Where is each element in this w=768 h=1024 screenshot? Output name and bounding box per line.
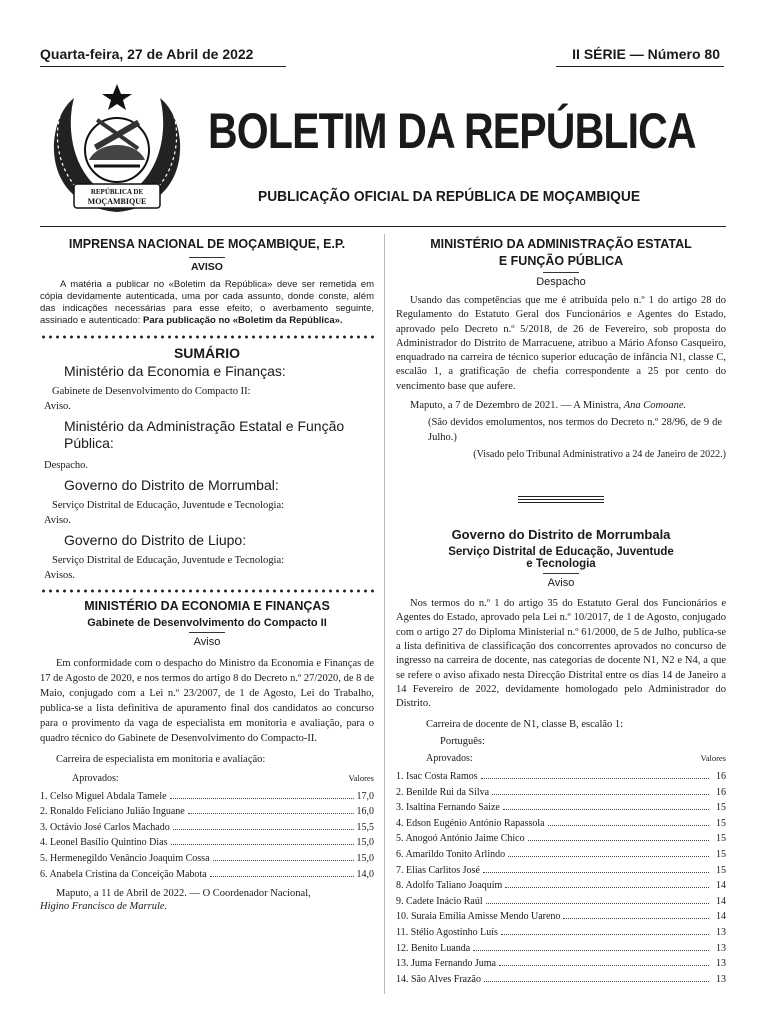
despacho-sign: Maputo, a 7 de Dezembro de 2021. — A Ministra, Ana Comoane. xyxy=(410,400,687,412)
sumario-heading: SUMÁRIO xyxy=(173,345,241,361)
ministry-heading-1: MINISTÉRIO DA ADMINISTRAÇÃO ESTATAL xyxy=(430,237,692,251)
list-item: 6. Anabela Cristina da Conceição Mabota 14,0 xyxy=(40,868,374,880)
visado-note: (Visado pelo Tribunal Administrativo a 24 de Janeiro de 2022.) xyxy=(473,449,726,461)
left-column xyxy=(40,237,374,914)
ministry-heading-2: E FUNÇÃO PÚBLICA xyxy=(498,254,624,268)
mef-aviso: Aviso xyxy=(193,636,221,648)
list-item: 13. Juma Fernando Juma 13 xyxy=(396,958,726,970)
sumario-kind: Aviso. xyxy=(44,515,71,526)
list-item: 14. São Alves Frazão 13 xyxy=(396,973,726,985)
imprensa-heading: IMPRENSA NACIONAL DE MOÇAMBIQUE, E.P. xyxy=(68,237,346,251)
list-item: 1. Isac Costa Ramos 16 xyxy=(396,771,726,783)
mef-approved-list xyxy=(40,786,374,880)
list-item: 4. Edson Eugénio António Rapassola 15 xyxy=(396,817,726,829)
sumario-sub: Serviço Distrital de Educação, Juventude e Tecnologia: xyxy=(52,555,285,566)
gov-subheading-2: e Tecnologia xyxy=(526,558,596,571)
list-item: 5. Anogoó António Jaime Chico 15 xyxy=(396,833,726,845)
mef-heading: MINISTÉRIO DA ECONOMIA E FINANÇAS xyxy=(84,599,330,613)
list-item: 11. Stélio Agostinho Luís 13 xyxy=(396,926,726,938)
sumario-org: Governo do Distrito de Liupo: xyxy=(64,532,247,548)
header-rule-right xyxy=(556,66,724,67)
gov-aviso: Aviso xyxy=(547,577,575,590)
gov-subject: Português: xyxy=(440,736,485,748)
despacho-body: Usando das competências que me é atribuída pelo n.º 1 do artigo 28 do Regulamento do Estatuto Geral dos Funcionários e Agentes do Estado, aprovado pelo Decreto n.º 5/2018, de 26 de Fevereiro, sob proposta do Administrador do Distrito de Marracuene, atribuo a Mário Afonso Casqueiro, enquadrado na carreira de técnico superior educação de infância N1, classe C, escalão 1, a gratificação de chefia correspondente a 25 por cento do vencimento base que aufere. xyxy=(396,295,726,392)
list-item: 12. Benito Luanda 13 xyxy=(396,942,726,954)
list-item: 4. Leonel Basílio Quintino Dias 15,0 xyxy=(40,837,374,849)
emblem-text-1: REPÚBLICA DE xyxy=(90,188,144,196)
mef-closing: Maputo, a 11 de Abril de 2022. — O Coordenador Nacional, xyxy=(56,887,311,899)
sumario-org: Ministério da Economia e Finanças: xyxy=(64,363,286,379)
sumario-sub: Gabinete de Desenvolvimento do Compacto II: xyxy=(52,386,251,397)
right-column xyxy=(396,237,726,985)
series-number: II SÉRIE — Número 80 xyxy=(572,46,720,62)
sumario-org: Ministério da Administração Estatal e Função Pública: xyxy=(64,418,345,451)
dotted-divider xyxy=(40,335,374,339)
section-separator xyxy=(518,496,604,503)
sumario-kind: Despacho. xyxy=(44,460,89,471)
gov-heading: Governo do Distrito de Morrumbala xyxy=(451,527,671,543)
aviso-text: A matéria a publicar no «Boletim da República» deve ser remetida em cópia devidamente autenticada, uma por cada assunto, donde conste, além das indicações necessárias para esse efeito, o averbamento seguinte, assinado e autenticado: Para publicação no «Boletim da República». xyxy=(40,279,374,326)
sumario-list xyxy=(40,363,374,581)
header-rule-left xyxy=(40,66,286,67)
sumario-kind: Aviso. xyxy=(44,401,71,412)
dotted-divider xyxy=(40,589,374,593)
mef-subheading: Gabinete de Desenvolvimento do Compacto II xyxy=(87,617,327,629)
gov-list-header: Aprovados: Valores xyxy=(426,753,726,765)
sumario-org: Governo do Distrito de Morrumbal: xyxy=(64,477,279,493)
gov-approved-list xyxy=(396,766,726,984)
list-item: 6. Amarildo Tonito Arlindo 15 xyxy=(396,849,726,861)
mef-list-header: Aprovados: Valores xyxy=(72,773,374,784)
issue-date: Quarta-feira, 27 de Abril de 2022 xyxy=(40,46,254,62)
list-item: 2. Ronaldo Feliciano Julião Inguane 16,0 xyxy=(40,806,374,818)
masthead-subtitle: PUBLICAÇÃO OFICIAL DA REPÚBLICA DE MOÇAMBIQUE xyxy=(258,188,641,205)
list-item: 8. Adolfo Taliano Joaquim 14 xyxy=(396,880,726,892)
aviso-heading: AVISO xyxy=(191,261,223,273)
republic-emblem-icon xyxy=(44,80,190,220)
mef-career: Carreira de especialista em monitoria e avaliação: xyxy=(56,754,266,765)
sumario-sub: Serviço Distrital de Educação, Juventude e Tecnologia: xyxy=(52,500,285,511)
list-item: 2. Benilde Rui da Silva 16 xyxy=(396,786,726,798)
emolumentos-note: (São devidos emolumentos, nos termos do Decreto n.º 28/96, de 9 de Julho.) xyxy=(428,417,722,444)
list-item: 1. Celso Miguel Abdala Tamele 17,0 xyxy=(40,790,374,802)
list-item: 5. Hermenegildo Venâncio Joaquim Cossa 15,0 xyxy=(40,852,374,864)
gov-subheading-1: Serviço Distrital de Educação, Juventude xyxy=(448,546,674,559)
list-item: 7. Elias Carlitos José 15 xyxy=(396,864,726,876)
gov-body: Nos termos do n.º 1 do artigo 35 do Estatuto Geral dos Funcionários e Agentes do Estado, aprovado pela Lei n.º 10/2017, de 1 de Agosto, conjugado com o artigo 27 do Diploma Ministerial n.º 61/2000, de 5 de Julho, publica-se a lista definitiva de classificação dos concorrentes aprovados no concurso de ingresso na carreira de docente, nas categorias de docente N1, N2 e N4, a que se refere o aviso afixado nesta Direcção Distrital entre os dias 14 de Janeiro a 14 Fevereiro de 2022, devidamente homologado pelo Administrador do Distrito. xyxy=(396,598,726,710)
mef-signature: Higino Francisco de Marrule. xyxy=(40,900,168,912)
list-item: 3. Isaltina Fernando Saize 15 xyxy=(396,802,726,814)
gov-career: Carreira de docente de N1, classe B, escalão 1: xyxy=(426,719,624,731)
list-item: 3. Octávio José Carlos Machado 15,5 xyxy=(40,821,374,833)
masthead-rule xyxy=(40,226,726,227)
list-item: 9. Cadete Inácio Raúl 14 xyxy=(396,895,726,907)
list-item: 10. Suraia Emília Amisse Mendo Uareno 14 xyxy=(396,911,726,923)
column-divider xyxy=(384,234,385,994)
emblem-text-2: MOÇAMBIQUE xyxy=(87,197,147,206)
despacho-heading: Despacho xyxy=(536,276,586,288)
masthead-title: BOLETIM DA REPÚBLICA xyxy=(208,103,696,159)
sumario-kind: Avisos. xyxy=(44,570,76,581)
mef-body: Em conformidade com o despacho do Ministro da Economia e Finanças de 17 de Agosto de 2020, e nos termos do artigo 8 do Decreto n.º 27/2020, de 8 de Maio, conjugado com a Lei n.º 23/2007, de 1 de Agosto, Lei do Trabalho, publica-se a lista definitiva de apuramento final dos candidatos ao concurso para o provimento da vaga de especialista em monitoria e avaliação, para o quadro técnico do Gabinete de Desenvolvimento do Compacto-II. xyxy=(40,658,374,744)
